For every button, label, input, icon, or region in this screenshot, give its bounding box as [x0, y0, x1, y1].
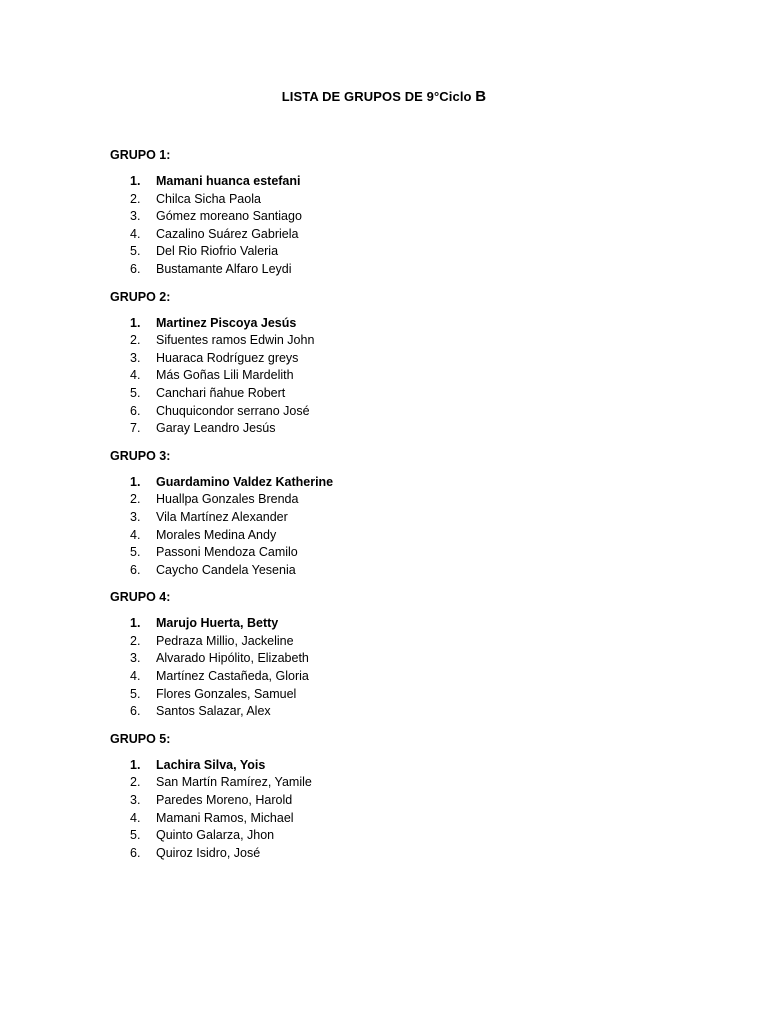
group-section [110, 730, 710, 863]
member-name: Chuquicondor serrano José [156, 403, 310, 418]
list-item [110, 792, 710, 810]
member-name: Canchari ñahue Robert [156, 385, 286, 400]
list-item [110, 827, 710, 845]
list-item [110, 757, 710, 775]
list-item-number: 7. [130, 421, 141, 436]
member-name: Guardamino Valdez Katherine [156, 474, 334, 489]
group-heading: GRUPO 2: [110, 289, 171, 304]
list-item-number: 6. [130, 704, 141, 719]
title-text: LISTA DE GRUPOS DE 9°Ciclo [281, 89, 472, 104]
list-item-number: 1. [130, 474, 141, 489]
group-heading: GRUPO 5: [110, 731, 171, 746]
member-name: Alvarado Hipólito, Elizabeth [156, 651, 309, 666]
list-item [110, 420, 710, 438]
list-item-number: 2. [130, 775, 141, 790]
list-item-number: 4. [130, 368, 141, 383]
list-item [110, 491, 710, 509]
list-item-number: 1. [130, 315, 141, 330]
member-name: Martínez Castañeda, Gloria [156, 669, 309, 684]
group-section [110, 146, 710, 279]
member-list [110, 474, 710, 580]
list-item [110, 774, 710, 792]
group-heading: GRUPO 4: [110, 590, 171, 605]
member-name: Del Rio Riofrio Valeria [156, 244, 279, 259]
member-list [110, 315, 710, 438]
list-item-number: 5. [130, 828, 141, 843]
list-item [110, 810, 710, 828]
list-item [110, 544, 710, 562]
list-item-number: 2. [130, 633, 141, 648]
list-item-number: 2. [130, 333, 141, 348]
list-item [110, 243, 710, 261]
list-item-number: 3. [130, 793, 141, 808]
list-item [110, 385, 710, 403]
member-name: Pedraza Millio, Jackeline [156, 633, 294, 648]
list-item [110, 332, 710, 350]
list-item [110, 315, 710, 333]
group-section [110, 447, 710, 580]
list-item-number: 3. [130, 509, 141, 524]
member-name: Morales Medina Andy [156, 527, 277, 542]
group-list [110, 146, 710, 871]
member-name: Mamani huanca estefani [156, 174, 301, 188]
list-item [110, 474, 710, 492]
list-item [110, 208, 710, 226]
list-item-number: 5. [130, 385, 141, 400]
member-name: Martinez Piscoya Jesús [156, 315, 297, 330]
list-item-number: 6. [130, 562, 141, 577]
list-item [110, 350, 710, 368]
list-item [110, 509, 710, 527]
list-item-number: 4. [130, 527, 141, 542]
list-item [110, 403, 710, 421]
member-name: Gómez moreano Santiago [156, 209, 302, 224]
member-name: Garay Leandro Jesús [156, 421, 276, 436]
list-item-number: 3. [130, 209, 141, 224]
member-name: Chilca Sicha Paola [156, 191, 261, 206]
member-name: Mamani Ramos, Michael [156, 810, 294, 825]
member-name: Marujo Huerta, Betty [156, 616, 279, 631]
list-item-number: 5. [130, 244, 141, 259]
list-item [110, 615, 710, 633]
list-item-number: 4. [130, 669, 141, 684]
member-list [110, 615, 710, 721]
member-name: Más Goñas Lili Mardelith [156, 368, 294, 383]
member-name: Flores Gonzales, Samuel [156, 686, 297, 701]
list-item-number: 2. [130, 492, 141, 507]
member-name: Passoni Mendoza Camilo [156, 545, 298, 560]
list-item-number: 6. [130, 261, 141, 276]
member-name: Quiroz Isidro, José [156, 845, 261, 860]
list-item [110, 633, 710, 651]
list-item-number: 5. [130, 545, 141, 560]
list-item-number: 3. [130, 651, 141, 666]
member-name: Sifuentes ramos Edwin John [156, 333, 315, 348]
list-item [110, 527, 710, 545]
member-name: Caycho Candela Yesenia [156, 562, 296, 577]
list-item-number: 4. [130, 810, 141, 825]
list-item [110, 261, 710, 279]
member-name: Huallpa Gonzales Brenda [156, 492, 299, 507]
list-item [110, 173, 710, 191]
member-name: Huaraca Rodríguez greys [156, 350, 299, 365]
member-name: Vila Martínez Alexander [156, 509, 288, 524]
list-item [110, 191, 710, 209]
list-item [110, 668, 710, 686]
member-name: Quinto Galarza, Jhon [156, 828, 275, 843]
list-item-number: 1. [130, 757, 141, 772]
list-item-number: 3. [130, 350, 141, 365]
member-list [110, 757, 710, 863]
group-section [110, 288, 710, 438]
group-heading: GRUPO 3: [110, 448, 171, 463]
list-item-number: 1. [130, 616, 141, 631]
list-item-number: 4. [130, 226, 141, 241]
list-item-number: 2. [130, 191, 141, 206]
member-name: Lachira Silva, Yois [156, 757, 266, 772]
member-list [110, 173, 710, 279]
group-section [110, 588, 710, 721]
member-name: Santos Salazar, Alex [156, 704, 271, 719]
list-item [110, 686, 710, 704]
member-name: San Martín Ramírez, Yamile [156, 775, 312, 790]
member-name: Bustamante Alfaro Leydi [156, 261, 292, 276]
list-item-number: 5. [130, 686, 141, 701]
list-item [110, 845, 710, 863]
list-item [110, 562, 710, 580]
title-section: B [475, 88, 487, 105]
list-item-number: 6. [130, 845, 141, 860]
group-heading: GRUPO 1: [110, 148, 171, 162]
list-item [110, 367, 710, 385]
list-item [110, 703, 710, 721]
list-item-number: 1. [130, 174, 141, 188]
list-item [110, 650, 710, 668]
member-name: Paredes Moreno, Harold [156, 793, 293, 808]
member-name: Cazalino Suárez Gabriela [156, 226, 299, 241]
page-title [0, 88, 768, 105]
list-item [110, 226, 710, 244]
list-item-number: 6. [130, 403, 141, 418]
